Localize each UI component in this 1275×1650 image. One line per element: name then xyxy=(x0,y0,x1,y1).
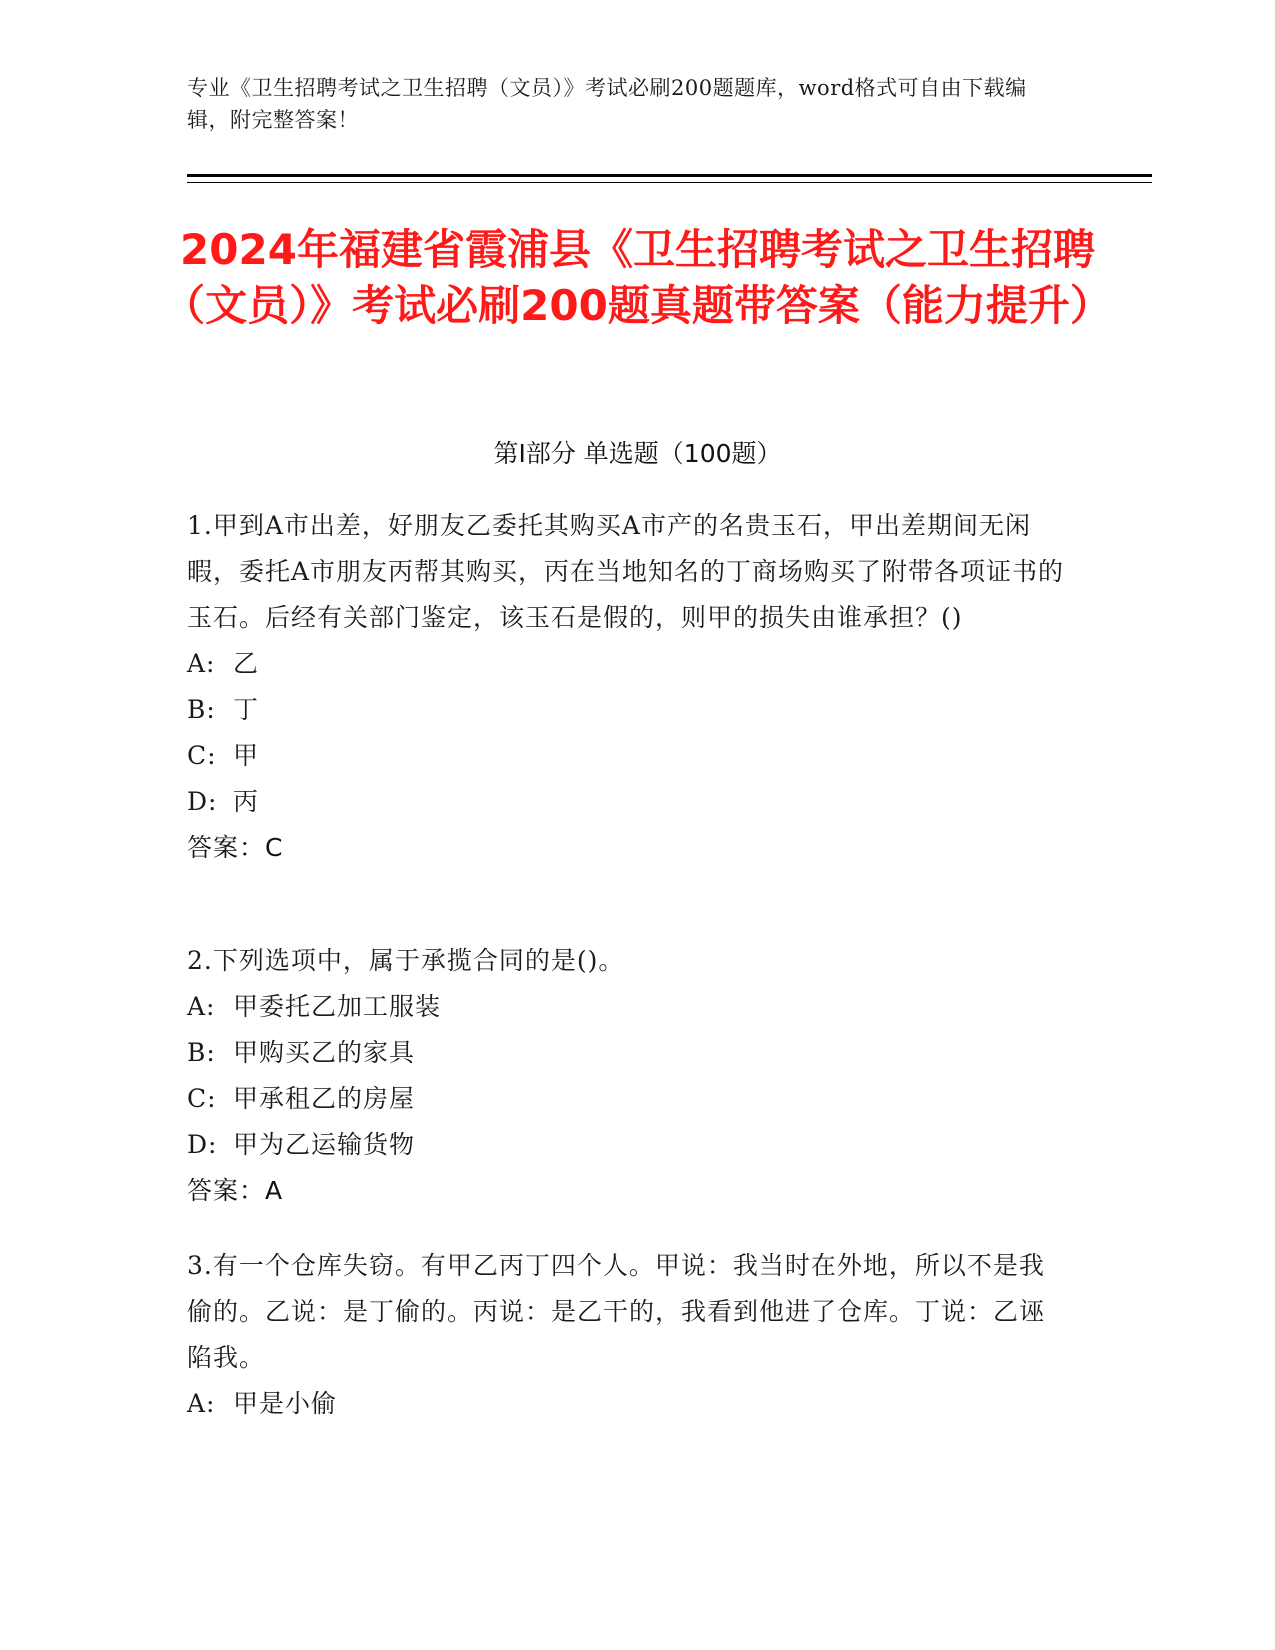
option-key: C: xyxy=(187,741,217,770)
option-key: A: xyxy=(187,992,216,1021)
option-text: 甲为乙运输货物 xyxy=(233,1130,416,1159)
question-2 xyxy=(187,938,1067,1214)
option-a xyxy=(187,1381,1067,1427)
question-1 xyxy=(187,503,1067,871)
option-a xyxy=(187,641,1067,687)
option-d xyxy=(187,779,1067,825)
header-divider-thin xyxy=(187,182,1152,183)
option-c xyxy=(187,1076,1067,1122)
option-b xyxy=(187,1030,1067,1076)
option-text: 甲购买乙的家具 xyxy=(233,1038,416,1067)
option-c xyxy=(187,733,1067,779)
option-text: 乙 xyxy=(233,649,260,678)
document-title: 2024年福建省霞浦县《卫生招聘考试之卫生招聘（文员）》考试必刷200题真题带答案（能力提升） xyxy=(163,225,1112,330)
header-note: 专业《卫生招聘考试之卫生招聘（文员）》考试必刷200题题库，word格式可自由下载编辑，附完整答案！ xyxy=(187,76,1027,132)
header-divider-thick xyxy=(187,174,1152,177)
answer-line: 答案：C xyxy=(187,833,284,862)
question-3 xyxy=(187,1243,1067,1427)
option-key: A: xyxy=(187,649,216,678)
option-a xyxy=(187,984,1067,1030)
option-key: C: xyxy=(187,1084,217,1113)
option-d xyxy=(187,1122,1067,1168)
question-stem: 1.甲到A市出差，好朋友乙委托其购买A市产的名贵玉石，甲出差期间无闲暇，委托A市朋友丙帮其购买，丙在当地知名的丁商场购买了附带各项证书的玉石。后经有关部门鉴定，该玉石是假的，则甲的损失由谁承担？() xyxy=(187,511,1065,632)
option-key: D: xyxy=(187,787,218,816)
option-key: B: xyxy=(187,695,216,724)
option-key: A: xyxy=(187,1389,216,1418)
option-text: 甲委托乙加工服装 xyxy=(233,992,442,1021)
question-stem: 2.下列选项中，属于承揽合同的是()。 xyxy=(187,946,625,975)
option-text: 甲是小偷 xyxy=(233,1389,338,1418)
option-key: D: xyxy=(187,1130,218,1159)
option-key: B: xyxy=(187,1038,216,1067)
question-stem: 3.有一个仓库失窃。有甲乙丙丁四个人。甲说：我当时在外地，所以不是我偷的。乙说：是丁偷的。丙说：是乙干的，我看到他进了仓库。丁说：乙诬陷我。 xyxy=(187,1251,1046,1372)
option-text: 甲承租乙的房屋 xyxy=(233,1084,416,1113)
answer-line: 答案：A xyxy=(187,1176,284,1205)
option-text: 丁 xyxy=(233,695,260,724)
option-text: 甲 xyxy=(233,741,260,770)
option-text: 丙 xyxy=(233,787,260,816)
section-heading: 第Ⅰ部分 单选题（100题） xyxy=(493,439,782,468)
option-b xyxy=(187,687,1067,733)
